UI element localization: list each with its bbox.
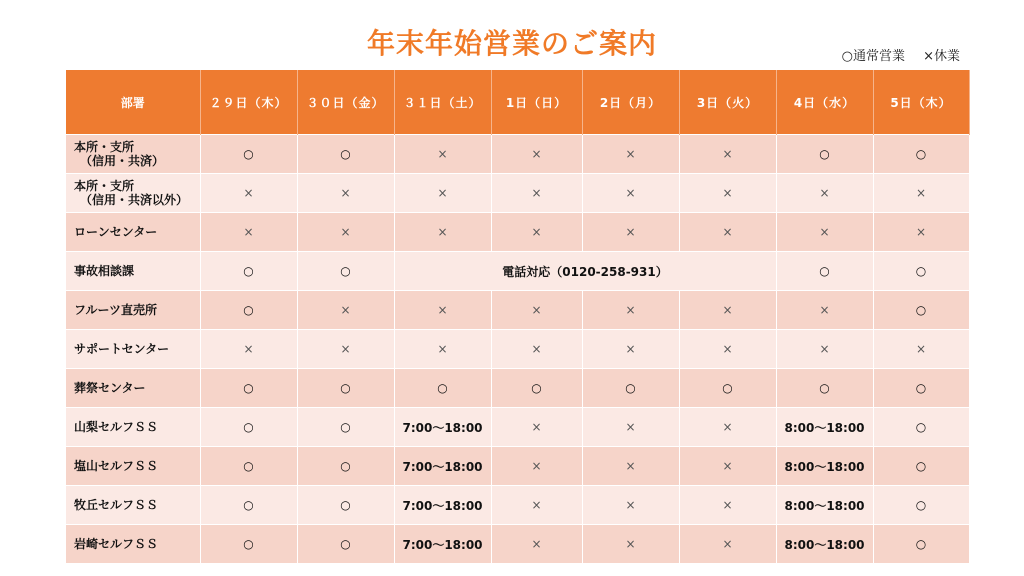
closed-mark: × <box>873 174 969 213</box>
dept-cell <box>66 408 200 447</box>
hours-cell: 7:00～18:00 <box>394 447 491 486</box>
open-mark: ○ <box>873 525 969 564</box>
open-mark: ○ <box>873 408 969 447</box>
closed-mark: × <box>297 291 394 330</box>
table-row <box>66 291 969 330</box>
dept-name: ローンセンター <box>74 225 158 239</box>
closed-mark: × <box>491 135 582 174</box>
closed-mark: × <box>200 330 297 369</box>
closed-mark: × <box>297 213 394 252</box>
closed-mark: × <box>582 291 679 330</box>
open-mark: ○ <box>873 369 969 408</box>
dept-cell <box>66 252 200 291</box>
open-mark: ○ <box>200 486 297 525</box>
dept-subtitle: （信用・共済以外） <box>80 193 189 207</box>
open-mark: ○ <box>582 369 679 408</box>
closed-mark: × <box>394 291 491 330</box>
closed-mark: × <box>491 486 582 525</box>
table-body <box>66 135 969 564</box>
closed-mark: × <box>582 330 679 369</box>
legend-open: ○通常営業 <box>841 49 905 64</box>
closed-mark: × <box>200 174 297 213</box>
closed-mark: × <box>491 291 582 330</box>
open-mark: ○ <box>200 369 297 408</box>
closed-mark: × <box>582 174 679 213</box>
open-mark: ○ <box>873 486 969 525</box>
hours-cell: 8:00～18:00 <box>776 408 873 447</box>
closed-mark: × <box>776 174 873 213</box>
table-row <box>66 369 969 408</box>
closed-mark: × <box>679 447 776 486</box>
open-mark: ○ <box>297 369 394 408</box>
closed-mark: × <box>873 213 969 252</box>
open-mark: ○ <box>297 525 394 564</box>
closed-mark: × <box>582 135 679 174</box>
closed-mark: × <box>679 330 776 369</box>
closed-mark: × <box>776 213 873 252</box>
open-mark: ○ <box>776 135 873 174</box>
header-day: 3日（火） <box>679 70 776 135</box>
open-mark: ○ <box>200 291 297 330</box>
dept-name: 岩崎セルフＳＳ <box>74 537 159 551</box>
closed-mark: × <box>582 213 679 252</box>
open-mark: ○ <box>873 252 969 291</box>
open-mark: ○ <box>873 447 969 486</box>
closed-mark: × <box>873 330 969 369</box>
open-mark: ○ <box>297 408 394 447</box>
dept-name: 山梨セルフＳＳ <box>74 420 159 434</box>
open-mark: ○ <box>776 252 873 291</box>
table-row <box>66 213 969 252</box>
dept-cell <box>66 330 200 369</box>
closed-mark: × <box>491 330 582 369</box>
table-row <box>66 135 969 174</box>
hours-cell: 7:00～18:00 <box>394 408 491 447</box>
dept-name: 本所・支所 <box>74 179 135 193</box>
closed-mark: × <box>582 486 679 525</box>
closed-mark: × <box>297 174 394 213</box>
dept-cell <box>66 135 200 174</box>
header-day: 1日（日） <box>491 70 582 135</box>
dept-name: 牧丘セルフＳＳ <box>74 498 159 512</box>
header-day: ３１日（土） <box>394 70 491 135</box>
closed-mark: × <box>394 213 491 252</box>
header-day: 2日（月） <box>582 70 679 135</box>
dept-subtitle: （信用・共済） <box>80 154 165 168</box>
dept-cell <box>66 525 200 564</box>
closed-mark: × <box>582 408 679 447</box>
closed-mark: × <box>679 408 776 447</box>
closed-mark: × <box>297 330 394 369</box>
open-mark: ○ <box>491 369 582 408</box>
phone-support-cell: 電話対応（0120-258-931） <box>394 252 776 291</box>
dept-cell <box>66 369 200 408</box>
open-mark: ○ <box>200 252 297 291</box>
header-day: ２９日（木） <box>200 70 297 135</box>
header-day: ３０日（金） <box>297 70 394 135</box>
open-mark: ○ <box>200 135 297 174</box>
hours-cell: 7:00～18:00 <box>394 525 491 564</box>
table-row <box>66 330 969 369</box>
closed-mark: × <box>200 213 297 252</box>
closed-mark: × <box>679 525 776 564</box>
header-day: 4日（水） <box>776 70 873 135</box>
schedule-table <box>66 70 970 563</box>
closed-mark: × <box>491 213 582 252</box>
dept-cell <box>66 213 200 252</box>
page-title: 年末年始営業のご案内 <box>366 27 657 60</box>
open-mark: ○ <box>297 486 394 525</box>
legend-closed: ×休業 <box>923 49 960 64</box>
closed-mark: × <box>582 525 679 564</box>
header-dept: 部署 <box>66 70 200 135</box>
table-row <box>66 447 969 486</box>
open-mark: ○ <box>297 447 394 486</box>
table-row <box>66 174 969 213</box>
closed-mark: × <box>776 291 873 330</box>
dept-cell <box>66 174 200 213</box>
header-day: 5日（木） <box>873 70 969 135</box>
hours-cell: 8:00～18:00 <box>776 486 873 525</box>
table-row <box>66 525 969 564</box>
dept-name: 本所・支所 <box>74 140 135 154</box>
closed-mark: × <box>491 174 582 213</box>
dept-cell <box>66 291 200 330</box>
legend <box>828 45 960 64</box>
table-row <box>66 252 969 291</box>
hours-cell: 7:00～18:00 <box>394 486 491 525</box>
dept-name: 塩山セルフＳＳ <box>74 459 159 473</box>
dept-name: フルーツ直売所 <box>74 303 158 317</box>
dept-name: 事故相談課 <box>74 264 135 278</box>
dept-name: サポートセンター <box>74 342 170 356</box>
closed-mark: × <box>491 408 582 447</box>
hours-cell: 8:00～18:00 <box>776 525 873 564</box>
table-row <box>66 408 969 447</box>
closed-mark: × <box>679 174 776 213</box>
header-row <box>66 70 969 135</box>
closed-mark: × <box>679 135 776 174</box>
dept-cell <box>66 486 200 525</box>
open-mark: ○ <box>873 291 969 330</box>
closed-mark: × <box>679 291 776 330</box>
open-mark: ○ <box>394 369 491 408</box>
hours-cell: 8:00～18:00 <box>776 447 873 486</box>
closed-mark: × <box>394 135 491 174</box>
closed-mark: × <box>679 213 776 252</box>
open-mark: ○ <box>200 447 297 486</box>
dept-cell <box>66 447 200 486</box>
closed-mark: × <box>776 330 873 369</box>
open-mark: ○ <box>200 525 297 564</box>
closed-mark: × <box>394 330 491 369</box>
open-mark: ○ <box>200 408 297 447</box>
closed-mark: × <box>394 174 491 213</box>
open-mark: ○ <box>873 135 969 174</box>
dept-name: 葬祭センター <box>74 381 146 395</box>
closed-mark: × <box>491 447 582 486</box>
table-row <box>66 486 969 525</box>
closed-mark: × <box>679 486 776 525</box>
closed-mark: × <box>582 447 679 486</box>
open-mark: ○ <box>776 369 873 408</box>
open-mark: ○ <box>679 369 776 408</box>
open-mark: ○ <box>297 135 394 174</box>
closed-mark: × <box>491 525 582 564</box>
open-mark: ○ <box>297 252 394 291</box>
